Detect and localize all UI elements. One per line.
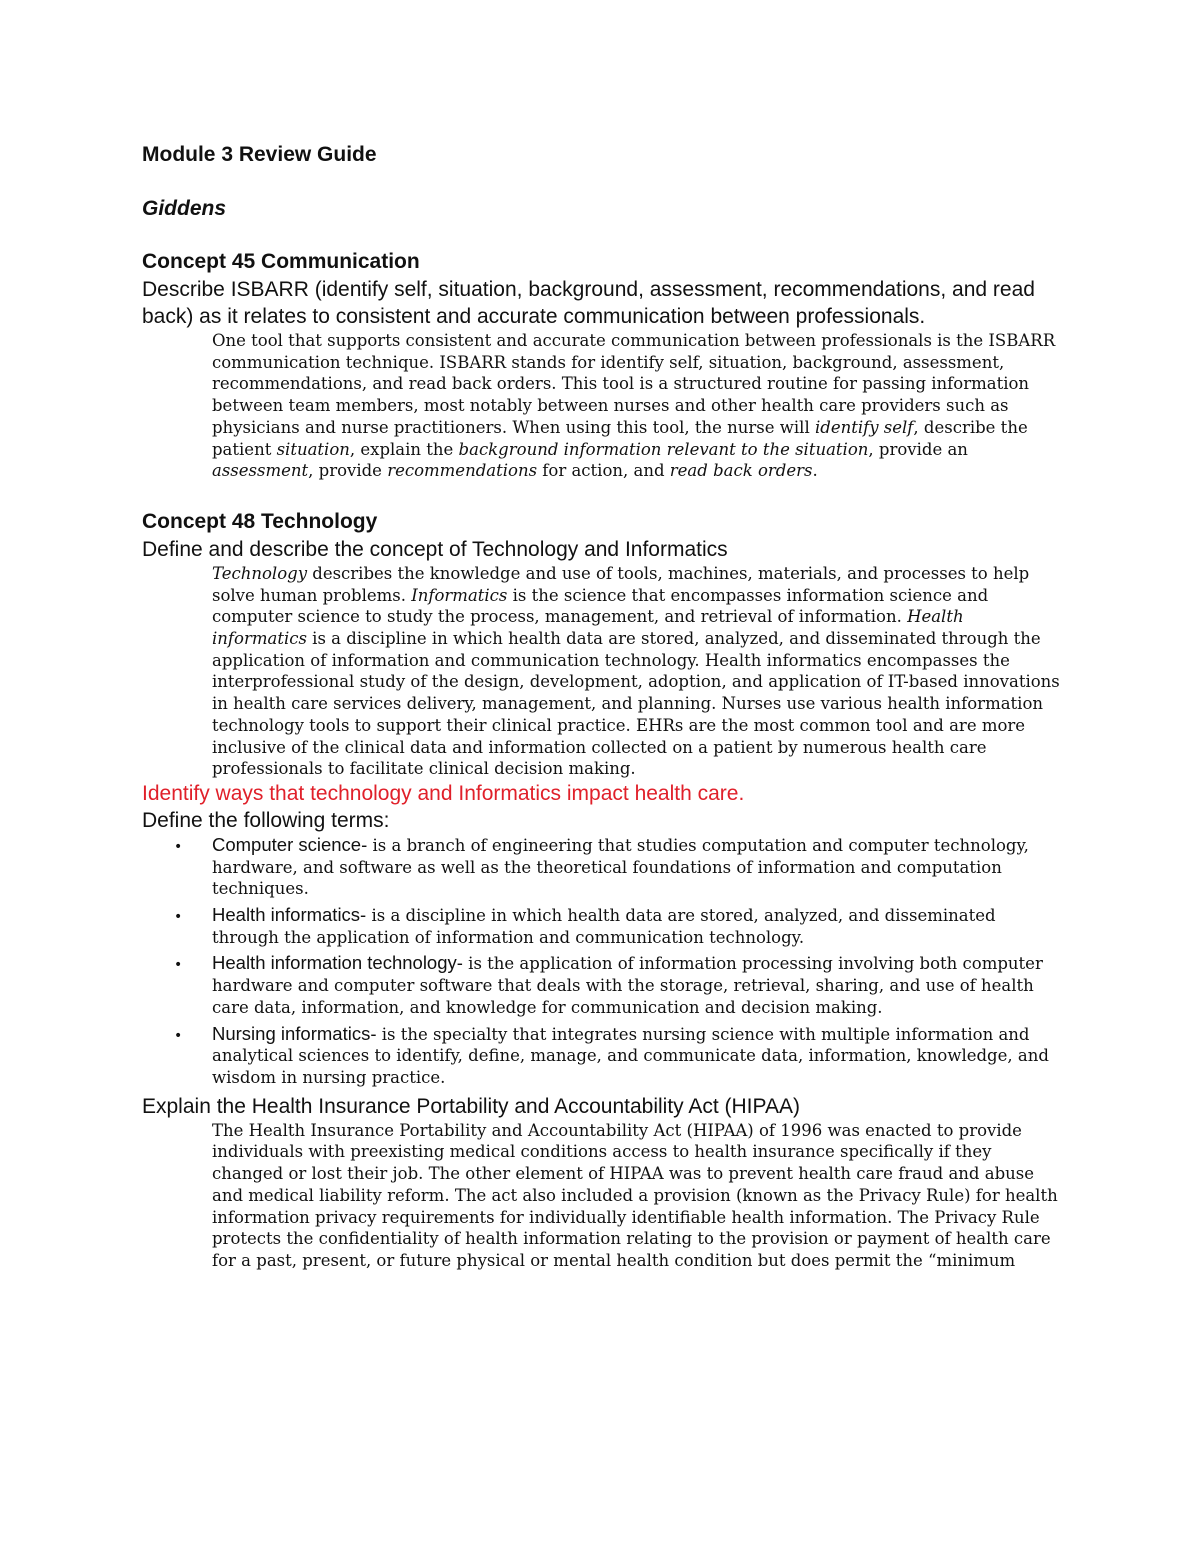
bullet-icon: • <box>174 838 183 855</box>
answer-emphasis: background information relevant to the situation <box>458 439 869 459</box>
list-item <box>174 904 1072 948</box>
answer-emphasis: read back orders <box>669 461 813 481</box>
impact-prompt: Identify ways that technology and Informatics impact health care. <box>142 781 745 805</box>
answer-text: is a discipline in which health data are stored, analyzed, and disseminated through the application of information and communication technology. Health informatics encompasses the interprofessional study of the design, development, adoption, and application of IT-based innovations in health care services delivery, management, and planning. Nurses use various health information technology tools to support their clinical practice. EHRs are the most common tool and are more inclusive of the clinical data and information collected on a patient by numerous health care professionals to facilitate clinical decision making. <box>212 629 1060 779</box>
answer-emphasis: Informatics <box>411 585 508 605</box>
concept-48-section <box>142 508 1072 1272</box>
answer-text: for action, and <box>537 461 670 481</box>
isbarr-answer <box>212 330 1072 482</box>
term-label: Nursing informatics- <box>212 1022 377 1044</box>
answer-emphasis: Health informatics <box>212 607 964 649</box>
term-definition: is the application of information processing involving both computer hardware and computer software that deals with the storage, retrieval, sharing, and use of health care data, information, and knowledge for communication and decision making. <box>212 954 1043 1017</box>
hipaa-prompt: Explain the Health Insurance Portability and Accountability Act (HIPAA) <box>142 1094 800 1118</box>
isbarr-prompt: Describe ISBARR (identify self, situation, background, assessment, recommendations, and read back) as it relates to consistent and accurate communication between professionals. <box>142 278 1035 328</box>
answer-emphasis: recommendations <box>387 461 538 481</box>
term-definition: is the specialty that integrates nursing science with multiple information and analytical sciences to identify, define, manage, and communicate data, information, knowledge, and wisdom in nursing practice. <box>212 1024 1049 1087</box>
list-item <box>174 952 1072 1018</box>
answer-text: , provide an <box>868 439 968 459</box>
term-label: Computer science- <box>212 833 368 855</box>
answer-emphasis: identify self <box>814 417 914 437</box>
concept-48-heading: Concept 48 Technology <box>142 509 378 533</box>
term-definition: is a branch of engineering that studies computation and computer technology, hardware, and software as well as the theoretical foundations of information and computation techniques. <box>212 835 1029 899</box>
technology-prompt: Define and describe the concept of Technology and Informatics <box>142 537 728 561</box>
bullet-icon: • <box>174 957 183 974</box>
term-definition: is a discipline in which health data are stored, analyzed, and disseminated through the application of information and communication technology. <box>212 906 996 947</box>
answer-text: , describe the patient <box>212 417 1028 459</box>
concept-45-section <box>142 248 1072 482</box>
document-title: Module 3 Review Guide <box>142 143 377 166</box>
bullet-icon: • <box>174 1027 183 1044</box>
terms-list <box>142 834 1072 1089</box>
answer-text: One tool that supports consistent and accurate communication between professionals is the ISBARR communication technique. ISBARR stands for identify self, situation, background, assessment, recommendations, and read back orders. This tool is a structured routine for passing information between team members, most notably between nurses and other health care providers such as physicians and nurse practitioners. When using this tool, the nurse will <box>212 331 1056 437</box>
bullet-icon: • <box>174 909 183 926</box>
term-label: Health informatics- <box>212 904 367 926</box>
answer-emphasis: assessment <box>212 461 309 481</box>
list-item <box>174 833 1072 900</box>
concept-45-heading: Concept 45 Communication <box>142 250 420 273</box>
technology-answer <box>212 563 1072 780</box>
answer-text: , provide <box>308 461 388 481</box>
answer-emphasis: Technology <box>212 563 308 583</box>
terms-prompt: Define the following terms: <box>142 808 390 832</box>
answer-text: describes the knowledge and use of tools, machines, materials, and processes to help solve human problems. <box>212 563 1030 605</box>
term-label: Health information technology- <box>212 952 463 974</box>
answer-emphasis: situation <box>276 439 350 459</box>
list-item <box>174 1022 1072 1089</box>
answer-text: is the science that encompasses information science and computer science to study the process, management, and retrieval of information. <box>212 585 989 627</box>
document-body <box>142 140 1072 1272</box>
answer-text: , explain the <box>349 439 459 459</box>
hipaa-answer: The Health Insurance Portability and Accountability Act (HIPAA) of 1996 was enacted to provide individuals with preexisting medical conditions access to health insurance specifically if they changed or lost their job. The other element of HIPAA was to prevent health care fraud and abuse and medical liability reform. The act also included a provision (known as the Privacy Rule) for health information privacy requirements for individually identifiable health information. The Privacy Rule protects the confidentiality of health information relating to the provision or payment of health care for a past, present, or future physical or mental health condition but does permit the “minimum <box>212 1120 1058 1270</box>
answer-text: . <box>812 461 818 481</box>
author-heading: Giddens <box>142 197 227 220</box>
